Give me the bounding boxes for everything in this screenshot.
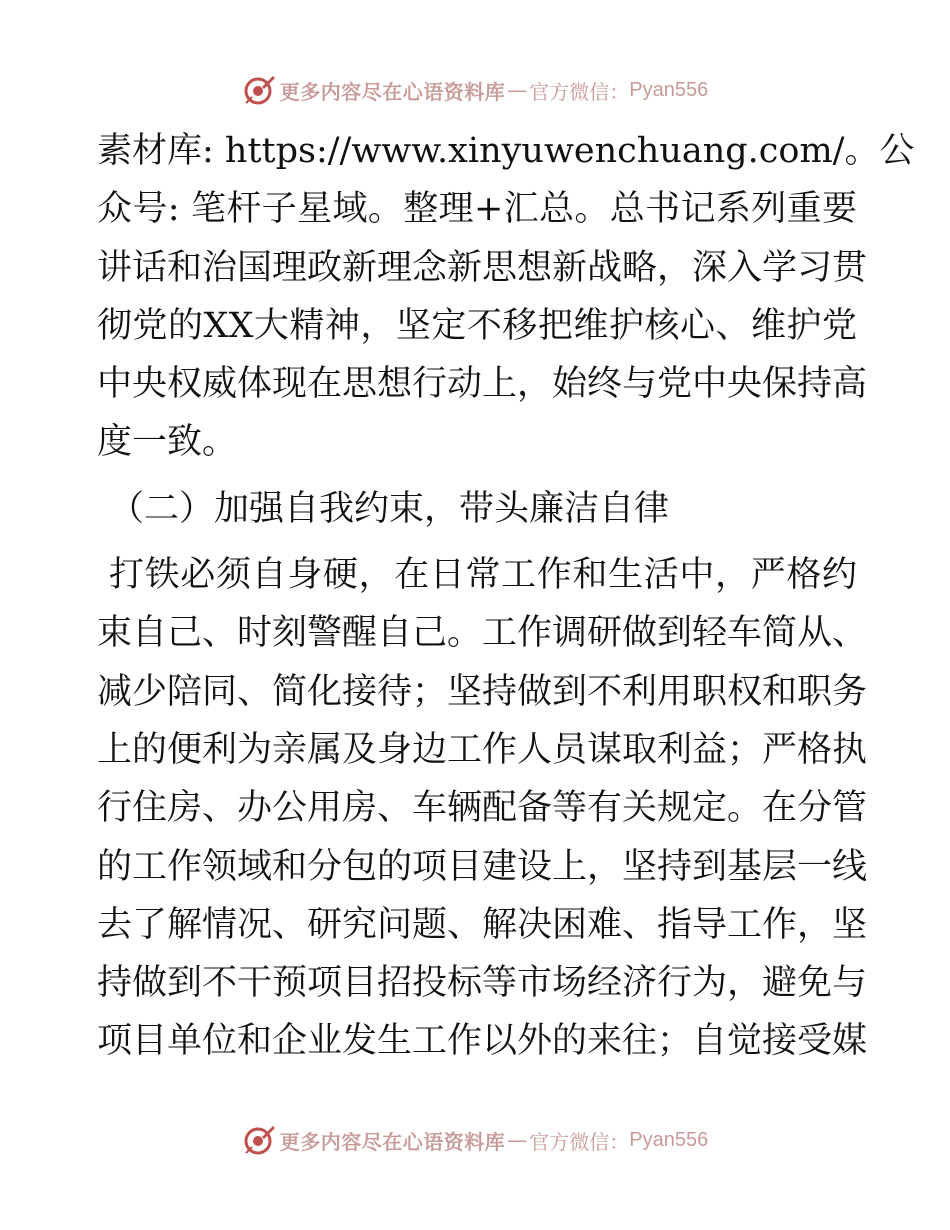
section-heading-text: （二）加强自我约束，带头廉洁自律 [109, 488, 670, 529]
paragraph-line: 讲话和治国理政新理念新思想新战略，深入学习贯 [97, 247, 868, 288]
banner-wechat-id: Pyan556 [629, 78, 709, 101]
footer-banner [0, 1120, 950, 1160]
paragraph-line: 众号: 笔杆子星域。整理+汇总。总书记系列重要 [97, 189, 857, 230]
paragraph-line: 素材库: https://www.xinyuwenchuang.com/。公 [97, 131, 915, 171]
banner-wechat-label: 官方微信： [529, 79, 630, 104]
paragraph-line: 的工作领域和分包的项目建设上，坚持到基层一线 [97, 846, 868, 887]
section-heading [97, 480, 857, 538]
banner-brand-text: 更多内容尽在心语资料库 [279, 79, 506, 104]
banner-brand-text: 更多内容尽在心语资料库 [279, 1129, 506, 1154]
paragraph-line: 减少陪同、简化接待；坚持做到不利用职权和职务 [97, 671, 868, 712]
paragraph-line: 中央权威体现在思想行动上，始终与党中央保持高 [97, 364, 868, 405]
banner-wechat-id: Pyan556 [629, 1128, 709, 1151]
document-body [97, 122, 915, 1071]
banner-separator: — [507, 78, 528, 102]
brush-logo-icon [242, 73, 276, 107]
paragraph-line: 行住房、办公用房、车辆配备等有关规定。在分管 [97, 788, 868, 829]
paragraph-line: 打铁必须自身硬，在日常工作和生活中，严格约 [109, 555, 857, 596]
paragraph-line: 彻党的XX大精神，坚定不移把维护核心、维护党 [97, 305, 857, 346]
paragraph-line: 束自己、时刻警醒自己。工作调研做到轻车简从、 [97, 613, 868, 654]
paragraph-line: 去了解情况、研究问题、解决困难、指导工作，坚 [97, 904, 868, 945]
banner-wechat-label: 官方微信： [529, 1129, 630, 1154]
paragraph-line: 持做到不干预项目招投标等市场经济行为，避免与 [97, 963, 868, 1004]
header-banner [0, 70, 950, 110]
brush-logo-icon [242, 1123, 276, 1157]
paragraph-line: 项目单位和企业发生工作以外的来往；自觉接受媒 [97, 1021, 868, 1062]
paragraph-line: 度一致。 [97, 422, 238, 463]
paragraph-line: 上的便利为亲属及身边工作人员谋取利益；严格执 [97, 729, 868, 770]
banner-separator: — [507, 1128, 528, 1152]
